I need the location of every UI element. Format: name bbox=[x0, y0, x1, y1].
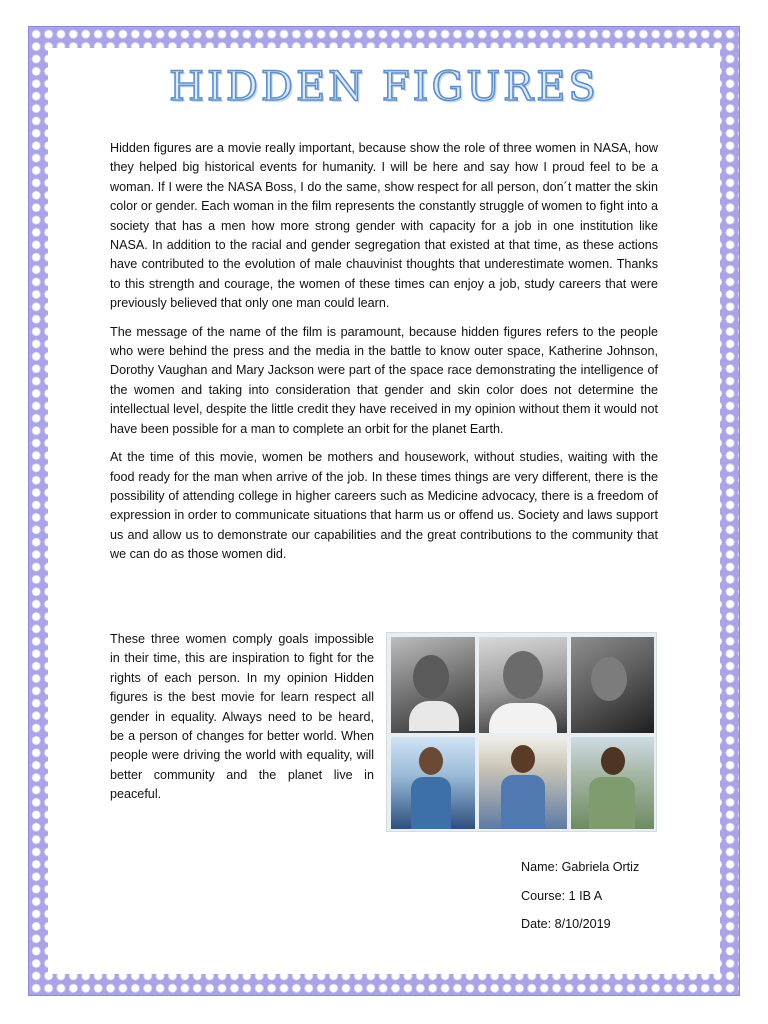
photo-portrait-2 bbox=[479, 637, 567, 733]
paragraph-4: These three women comply goals impossible in their time, this are inspiration to fight for the rights of each person. In my opinion Hidden figures is the best movie for learn respect all gender in equality. Always need to be heard, be a person of changes for better world. When people were driving the world with equality, will better community and the planet live in peaceful. bbox=[110, 632, 374, 802]
page-title: HIDDEN FIGURES bbox=[169, 64, 599, 110]
photo-still-3 bbox=[571, 737, 654, 829]
signature-name: Name: Gabriela Ortiz bbox=[521, 860, 640, 874]
photo-collage bbox=[386, 632, 657, 832]
final-section bbox=[110, 630, 658, 835]
photo-still-2 bbox=[479, 737, 567, 829]
paragraph-2: The message of the name of the film is paramount, because hidden figures refers to the people who were behind the press and the media in the battle to know outer space, Katherine Johnson, Dorothy Vaughan and Mary Jackson were part of the space race demonstrating the intelligence of the women and taking into consideration that gender and skin color does not determine the intellectual level, despite the little credit they have received in my opinion without them it would not have been possible for a man to complete an orbit for the planet Earth. bbox=[110, 324, 658, 436]
essay-body bbox=[110, 139, 658, 574]
photo-portrait-1 bbox=[391, 637, 475, 733]
photo-still-1 bbox=[391, 737, 475, 829]
paragraph-3: At the time of this movie, women be mothers and housework, without studies, waiting with the food ready for the man when arrive of the job. In these times things are very different, there is the possibility of attending college in higher careers such as Medicine advocacy, there is a freedom of expression in order to communicate situations that harm us or offend us. Society and laws support us and allow us to demonstrate our capabilities and the great contributions to the community that we can do as those women did. bbox=[110, 450, 658, 562]
paragraph-1: Hidden figures are a movie really important, because show the role of three women in NASA, how they helped big historical events for humanity. I will be here and say how I proud feel to be a woman. If I were the NASA Boss, I do the same, show respect for all person, don´t matter the skin color or gender. Each woman in the film represents the constantly struggle of women to fight into a society that has a men how more strong gender with capacity for a job in one institution like NASA. In addition to the racial and gender segregation that existed at that time, as these actions have contributed to the evolution of male chauvinist thoughts that underestimate women. Thanks to this strength and courage, the women of these times can enjoy a job, study careers that were previously believed that only one man could learn. bbox=[110, 141, 658, 311]
signature-date: Date: 8/10/2019 bbox=[521, 917, 611, 931]
signature-course: Course: 1 IB A bbox=[521, 889, 603, 903]
photo-portrait-3 bbox=[571, 637, 654, 733]
